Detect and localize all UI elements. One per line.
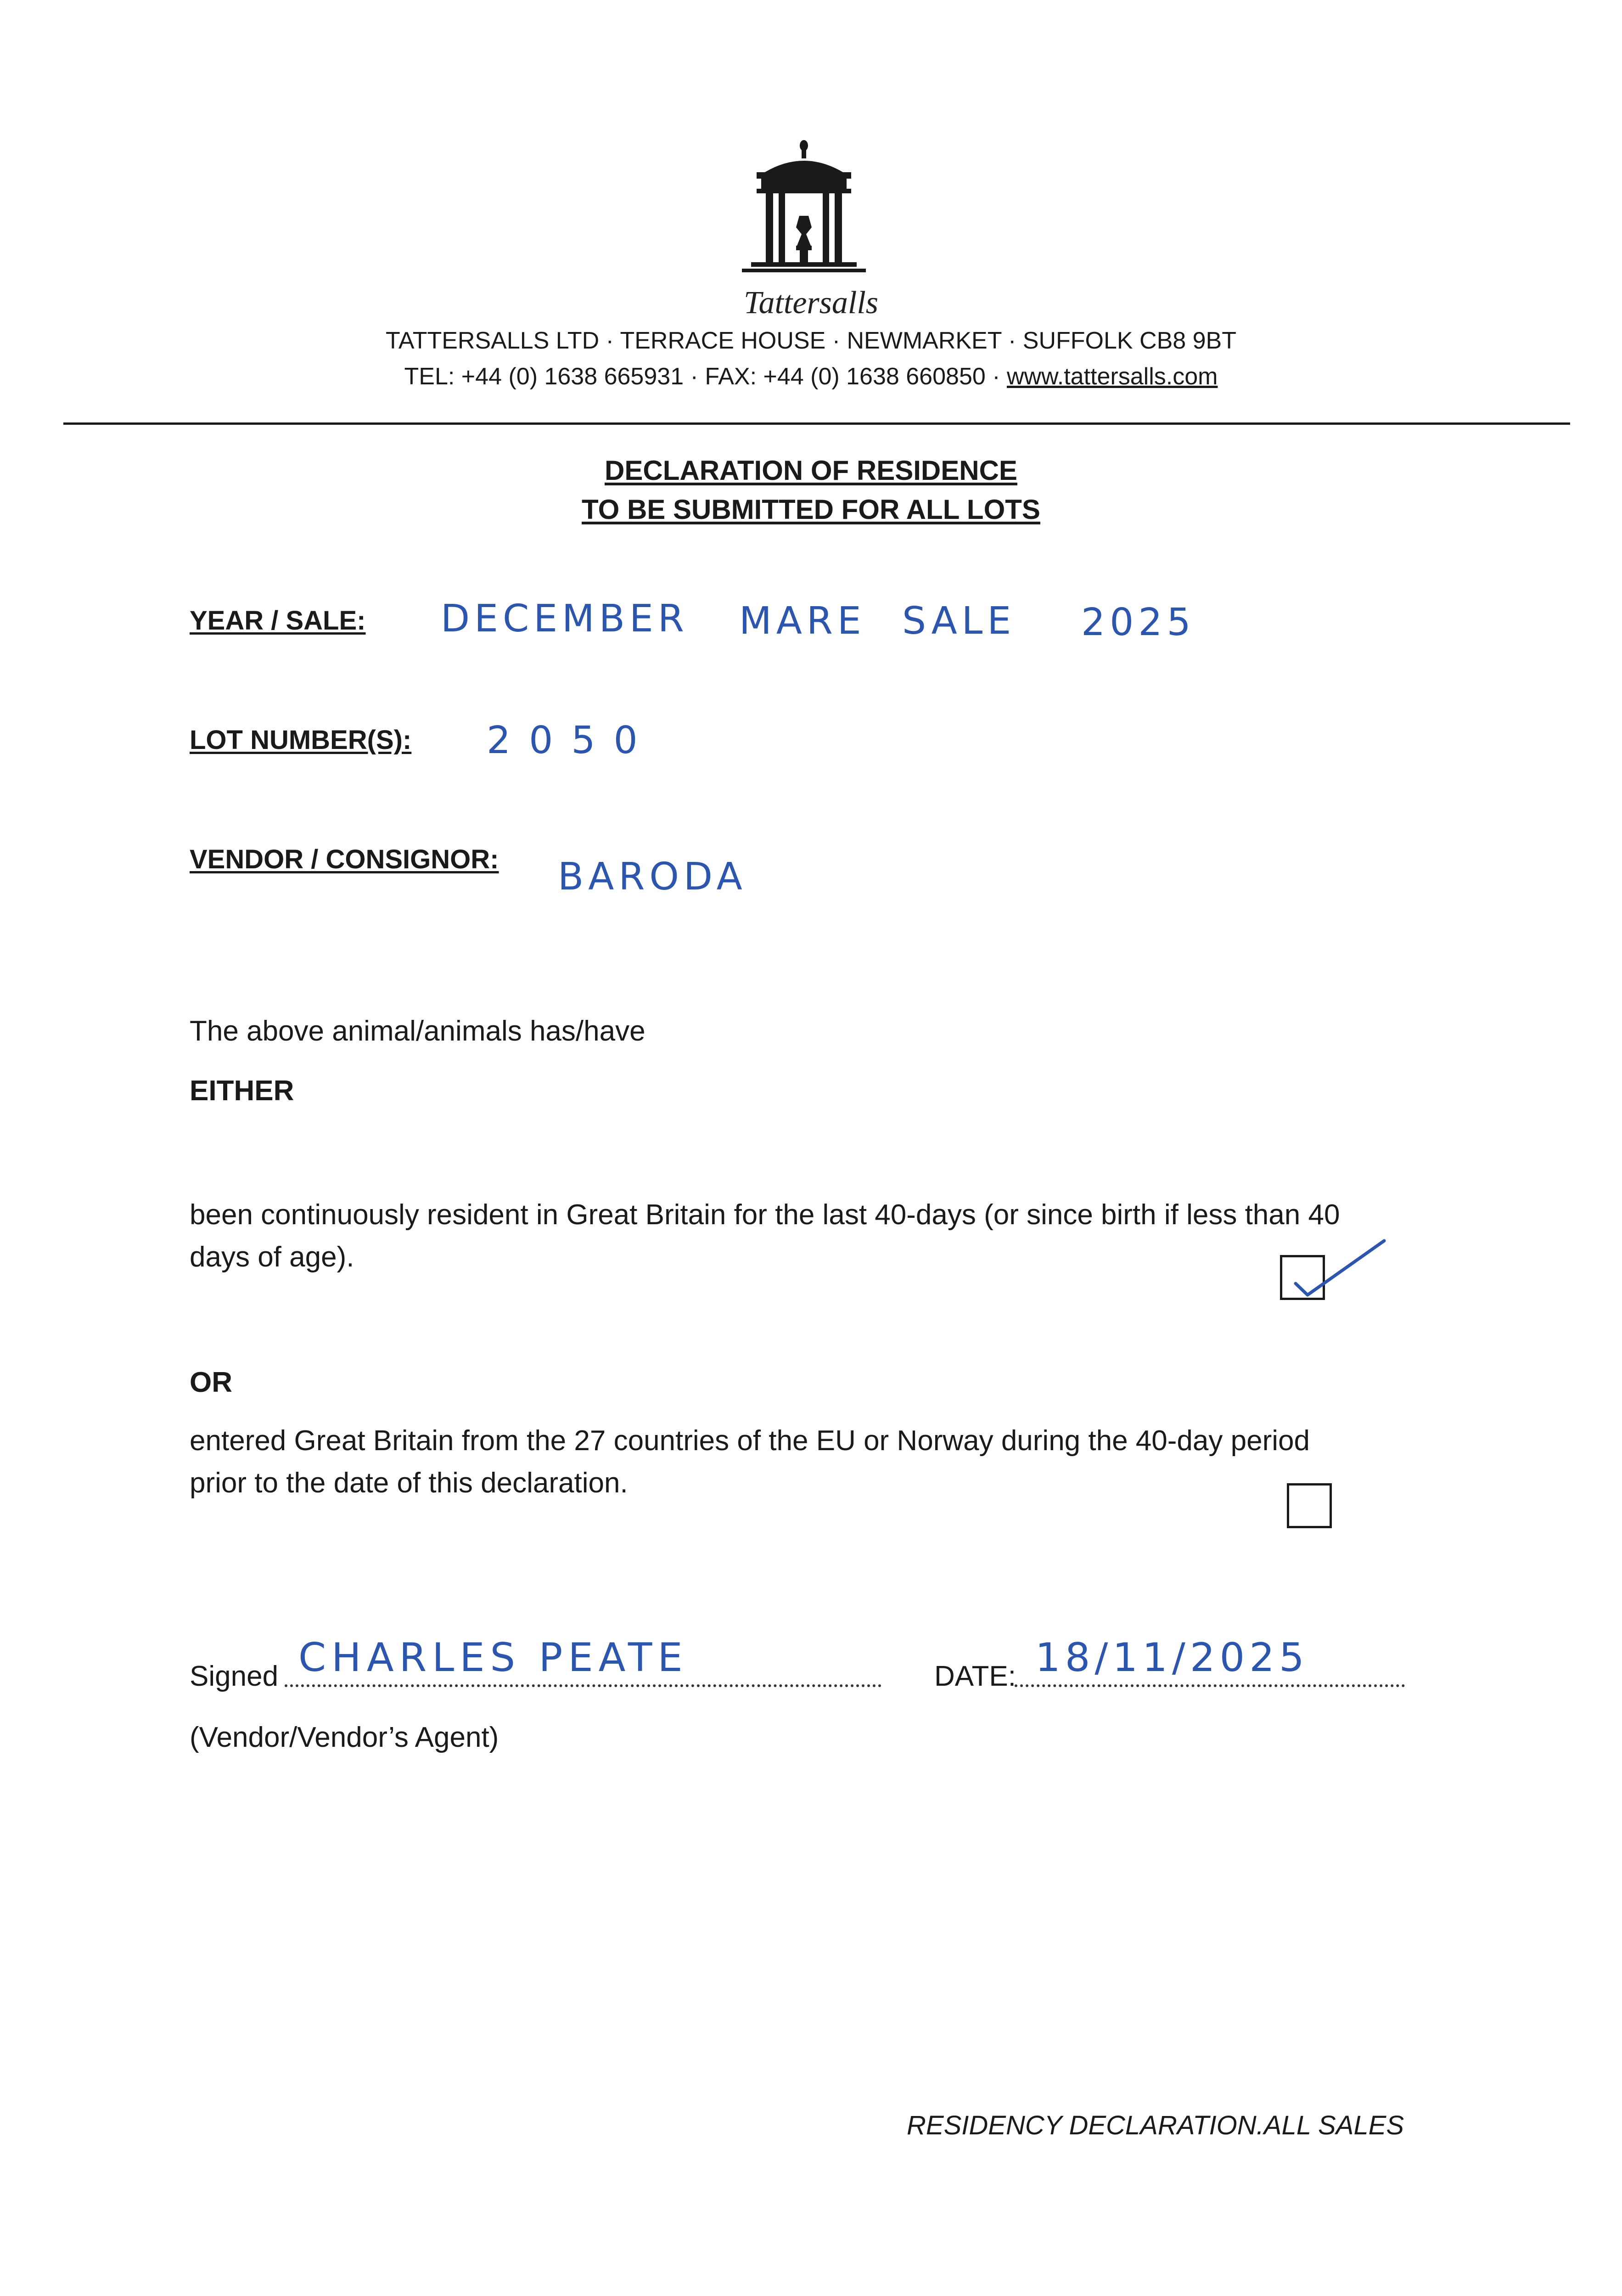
date-dotted-line: [1015, 1684, 1405, 1687]
year-sale-value-sale: SALE: [902, 599, 1016, 643]
header-divider: [63, 422, 1570, 425]
or-text: OR: [190, 1367, 232, 1398]
date-value: 18/11/2025: [1035, 1635, 1309, 1681]
form-subtitle: TO BE SUBMITTED FOR ALL LOTS: [582, 494, 1040, 525]
lot-numbers-label: LOT NUMBER(S):: [190, 725, 412, 755]
date-label: DATE:: [934, 1660, 1016, 1692]
checkmark-icon: [1285, 1235, 1391, 1304]
signature-dotted-line: [285, 1684, 881, 1687]
tattersalls-logo-icon: [733, 135, 875, 287]
year-sale-value-year: 2025: [1081, 601, 1195, 644]
signature-value: CHARLES PEATE: [298, 1635, 688, 1681]
option1-line1: been continuously resident in Great Britain for the last 40-days (or since birth if less than 40: [190, 1199, 1340, 1231]
intro-text: The above animal/animals has/have: [190, 1015, 645, 1047]
brand-name: Tattersalls: [743, 285, 879, 321]
option2-line2: prior to the date of this declaration.: [190, 1467, 628, 1499]
year-sale-value-month: DECEMBER: [441, 597, 689, 641]
vendor-label: VENDOR / CONSIGNOR:: [190, 844, 499, 874]
lot-numbers-value: 2050: [487, 719, 656, 762]
year-sale-value-mare: MARE: [739, 599, 866, 643]
signed-label: Signed: [190, 1660, 279, 1692]
company-address: TATTERSALLS LTD · TERRACE HOUSE · NEWMARKET · SUFFOLK CB8 9BT: [385, 327, 1237, 354]
option1-line2: days of age).: [190, 1241, 354, 1273]
form-title: DECLARATION OF RESIDENCE: [605, 455, 1017, 486]
contact-numbers: TEL: +44 (0) 1638 665931 · FAX: +44 (0) 1638 660850 ·: [404, 363, 1007, 390]
option2-line1: entered Great Britain from the 27 countries of the EU or Norway during the 40-day period: [190, 1425, 1310, 1457]
option2-checkbox[interactable]: [1287, 1483, 1332, 1528]
company-contact: [0, 363, 1622, 390]
signer-role: (Vendor/Vendor’s Agent): [190, 1722, 499, 1753]
website-link[interactable]: www.tattersalls.com: [1007, 363, 1218, 390]
footer-reference: RESIDENCY DECLARATION.ALL SALES: [907, 2110, 1404, 2140]
year-sale-label: YEAR / SALE:: [190, 606, 366, 636]
either-text: EITHER: [190, 1075, 294, 1107]
vendor-value: BARODA: [558, 855, 747, 899]
